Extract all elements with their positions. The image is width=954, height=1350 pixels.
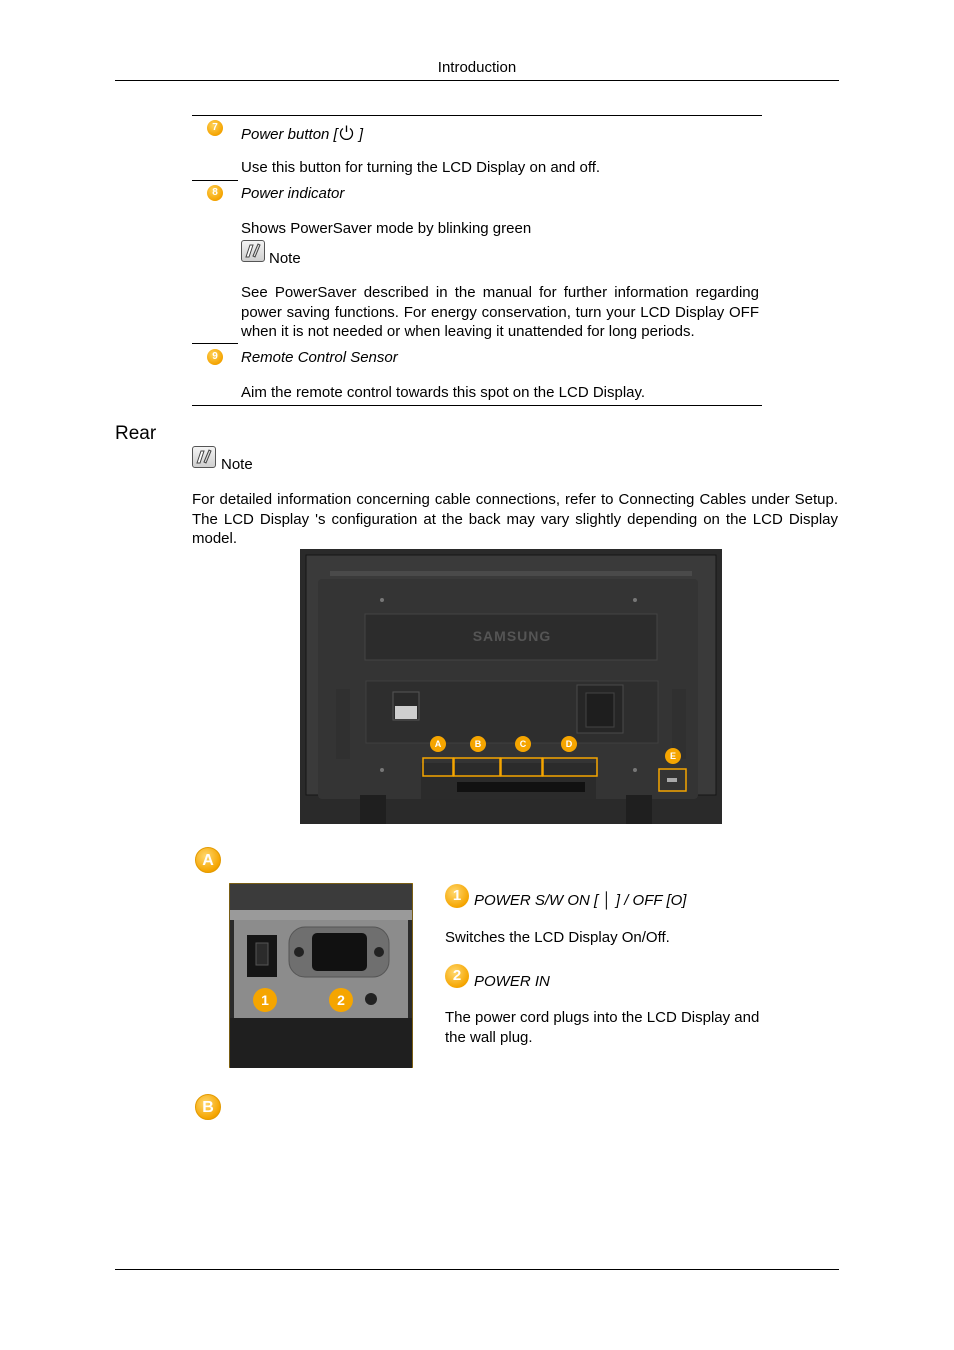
item-desc-power-indicator: Shows PowerSaver mode by blinking green bbox=[241, 220, 532, 237]
section-heading-rear: Rear bbox=[115, 423, 157, 444]
section-badge-b: B bbox=[195, 1094, 221, 1120]
item-title-power-switch: POWER S/W ON [ │ ] / OFF [O] bbox=[474, 892, 687, 909]
photo-label-1: 1 bbox=[261, 992, 269, 1008]
item-badge-7: 7 bbox=[207, 120, 223, 136]
item-title-power-in: POWER IN bbox=[474, 973, 550, 990]
power-icon bbox=[338, 124, 355, 145]
photo-label-b: B bbox=[474, 739, 482, 749]
table-top-rule bbox=[192, 115, 762, 116]
note-icon bbox=[192, 446, 216, 468]
row-rule-2 bbox=[192, 343, 238, 344]
footer-rule bbox=[115, 1269, 839, 1270]
photo-label-a: A bbox=[434, 739, 442, 749]
row-rule-1 bbox=[192, 180, 238, 181]
note-label: Note bbox=[269, 250, 301, 267]
rear-note-text: For detailed information concerning cable connections, refer to Connecting Cables under Setup. The LCD Display 's configuration at the back may vary slightly depending on the LCD Display model. bbox=[192, 491, 838, 547]
photo-brand-text: SAMSUNG bbox=[472, 628, 552, 644]
photo-label-d: D bbox=[565, 739, 573, 749]
item-badge-2: 2 bbox=[445, 964, 469, 988]
item-desc-power-in: The power cord plugs into the LCD Display and the wall plug. bbox=[445, 1009, 760, 1046]
note-label: Note bbox=[221, 456, 253, 473]
item-desc-remote-sensor: Aim the remote control towards this spot on the LCD Display. bbox=[241, 384, 646, 401]
item-badge-8: 8 bbox=[207, 185, 223, 201]
section-badge-a: A bbox=[195, 847, 221, 873]
item-title-remote-sensor: Remote Control Sensor bbox=[241, 349, 398, 366]
item-badge-1: 1 bbox=[445, 884, 469, 908]
photo-label-e: E bbox=[669, 751, 677, 761]
page-header-title: Introduction bbox=[437, 59, 517, 76]
note-icon bbox=[241, 240, 265, 262]
header-rule bbox=[115, 80, 839, 81]
photo-label-c: C bbox=[519, 739, 527, 749]
rear-panel-photo bbox=[300, 549, 722, 824]
item-desc-power-switch: Switches the LCD Display On/Off. bbox=[445, 929, 670, 946]
photo-label-2: 2 bbox=[337, 992, 345, 1008]
item-title-power-button: Power button [ ] bbox=[241, 126, 364, 143]
note-text-powersaver: See PowerSaver described in the manual for further information regarding power saving functions. For energy conservation, turn your LCD Display OFF when it is not needed or when leaving it unattended for long periods. bbox=[241, 284, 759, 340]
item-badge-9: 9 bbox=[207, 349, 223, 365]
table-bottom-rule bbox=[192, 405, 762, 406]
power-port-photo bbox=[229, 883, 413, 1068]
item-desc-power-button: Use this button for turning the LCD Display on and off. bbox=[241, 159, 601, 176]
item-title-power-indicator: Power indicator bbox=[241, 185, 345, 202]
